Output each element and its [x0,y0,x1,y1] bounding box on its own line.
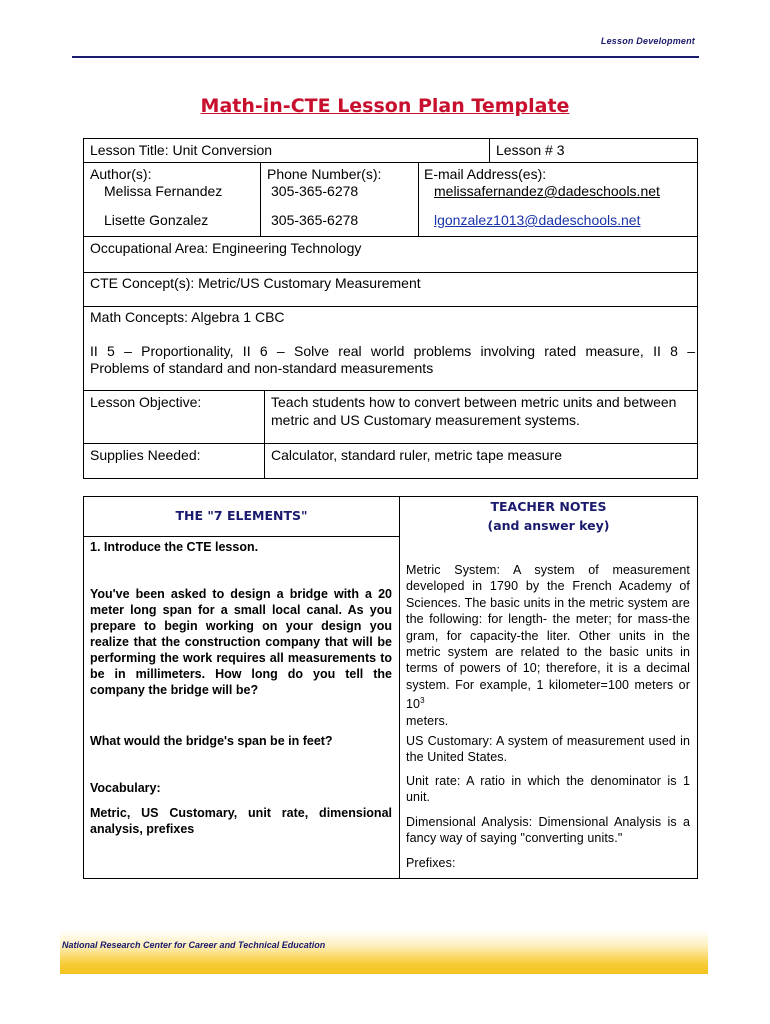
info-row-divider [83,306,698,307]
note-us-customary: US Customary: A system of measurement used in the United States. [406,734,690,765]
note-metric-exponent: 3 [420,696,425,706]
lesson-title: Lesson Title: Unit Conversion [90,142,273,158]
author-name: Melissa Fernandez [104,183,223,199]
info-row-divider [83,236,698,237]
note-dimensional-analysis: Dimensional Analysis: Dimensional Analysis is a fancy way of saying "converting units." [406,815,690,846]
objective-text: Teach students how to convert between metric units and between [271,394,677,410]
note-metric-tail: meters. [406,713,449,728]
page-title: Math-in-CTE Lesson Plan Template [200,95,570,117]
math-concepts: Math Concepts: Algebra 1 CBC [90,309,285,325]
teacher-notes-heading: TEACHER NOTES [490,499,607,514]
supplies-label: Supplies Needed: [90,447,201,463]
author-email-link[interactable]: melissafernandez@dadeschools.net [434,183,660,199]
info-row-divider [83,272,698,273]
footer-text: National Research Center for Career and Technical Education [62,940,326,950]
note-prefixes: Prefixes: [406,856,456,870]
info-col-divider [489,138,490,163]
note-metric-text: Metric System: A system of measurement developed in 1790 by the French Academy of Sciences. The basic units in the metric system are the following: for length- the meter; for mass-the gram, for capacity-the liter. Other units in the metric system are related to the basic units in terms of powers of 10; therefore, it is a decimal system. For example, 1 kilometer=100 meters or 10 [406,563,690,712]
lesson-number: Lesson # 3 [496,142,565,158]
lesson-prompt: You've been asked to design a bridge with a 20 meter long span for a small local canal. As you prepare to begin working on your design you realize that the construction company that will be performing the work requires all measurements to be in millimeters. How long do you tell the company the bridge will be? [90,587,392,697]
supplies-text: Calculator, standard ruler, metric tape measure [271,447,563,463]
info-row-divider [83,162,698,163]
note-metric [406,562,690,729]
cte-concepts: CTE Concept(s): Metric/US Customary Measurement [90,275,421,291]
info-row-divider [83,443,698,444]
authors-label: Author(s): [90,166,152,182]
objective-label: Lesson Objective: [90,394,202,410]
standards-line: Problems of standard and non-standard measurements [90,360,434,376]
elements-col-divider [399,496,400,879]
info-col-divider [264,390,265,479]
author-email-link[interactable]: lgonzalez1013@dadeschools.net [434,212,641,228]
author-name: Lisette Gonzalez [104,212,209,228]
occupational-area: Occupational Area: Engineering Technology [90,240,362,256]
author-phone: 305-365-6278 [271,183,359,199]
seven-elements-heading: THE "7 ELEMENTS" [175,508,308,523]
objective-text: metric and US Customary measurement systems. [271,412,580,428]
header-label: Lesson Development [600,36,695,46]
info-col-divider [418,162,419,237]
header-rule [72,56,699,58]
elements-header-divider [83,536,400,537]
answer-key-heading: (and answer key) [487,518,610,533]
step-heading: 1. Introduce the CTE lesson. [90,540,259,554]
lesson-question: What would the bridge's span be in feet? [90,734,333,748]
author-phone: 305-365-6278 [271,212,359,228]
note-unit-rate: Unit rate: A ratio in which the denominator is 1 unit. [406,774,690,805]
info-row-divider [83,390,698,391]
phone-label: Phone Number(s): [267,166,382,182]
standards-line: II 5 – Proportionality, II 6 – Solve real world problems involving rated measure, II 8 – [90,343,695,359]
email-label: E-mail Address(es): [424,166,547,182]
vocabulary-label: Vocabulary: [90,781,161,795]
info-col-divider [260,162,261,237]
footer-bar [60,930,708,974]
vocabulary-terms: Metric, US Customary, unit rate, dimensional analysis, prefixes [90,806,392,836]
